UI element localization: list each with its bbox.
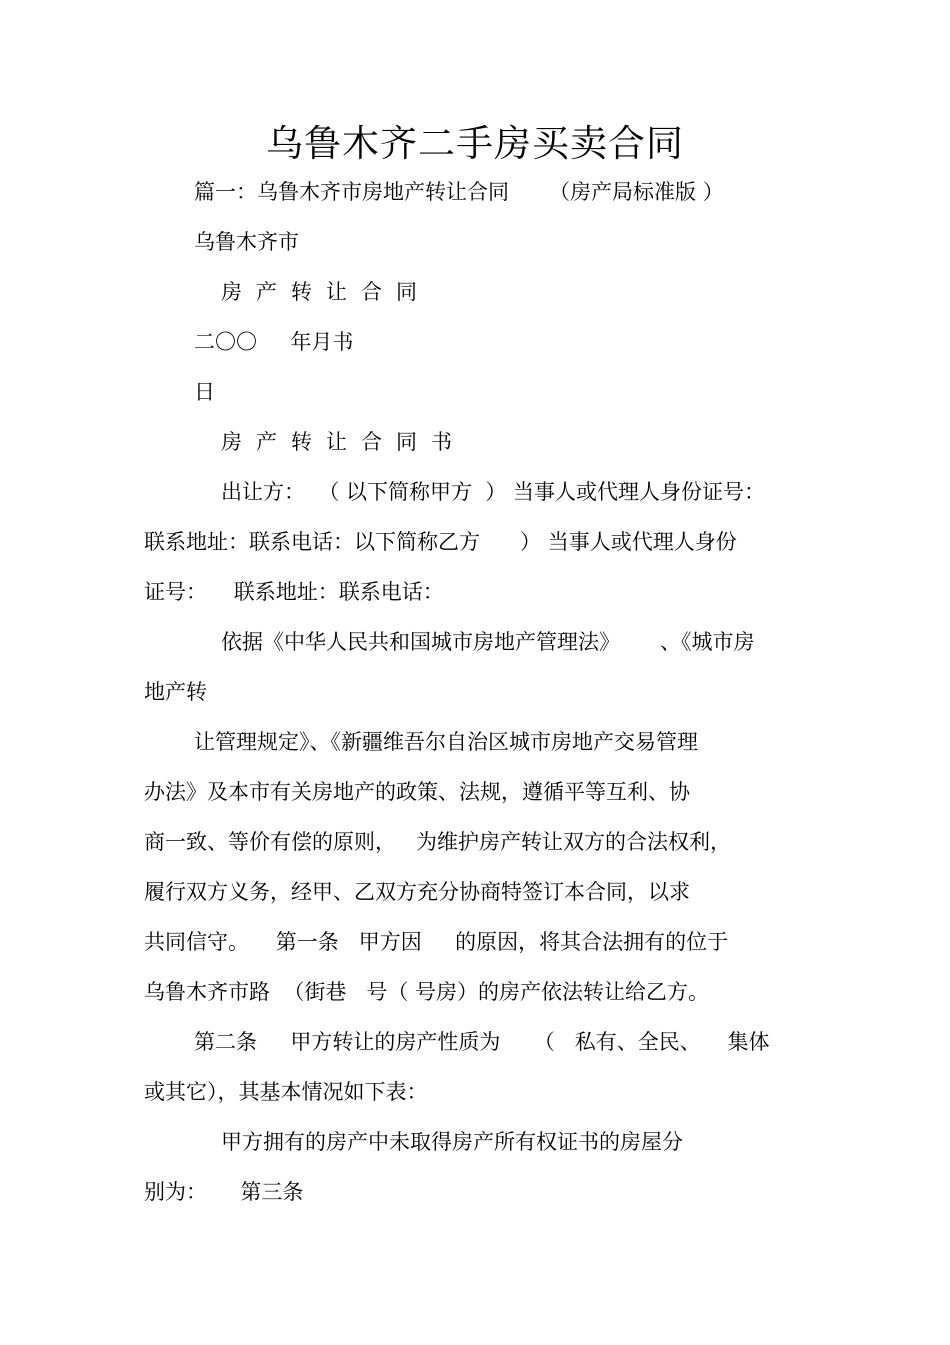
text-line-city: 乌鲁木齐市	[194, 230, 299, 254]
text-line-contract-book-heading: 房产转让合同书	[221, 430, 466, 454]
text-line-obligations: 履行双方义务，经甲、乙双方充分协商特签订本合同，以求	[144, 880, 690, 904]
text-line-uncertified-houses: 甲方拥有的房产中未取得房产所有权证书的房屋分	[221, 1130, 683, 1154]
text-line-contract-heading: 房产转让合同	[221, 280, 431, 304]
text-line-principles: 商一致、等价有偿的原则， 为维护房产转让双方的合法权利，	[144, 830, 732, 854]
text-line-legal-basis: 依据《中华人民共和国城市房地产管理法》 、《城市房	[221, 630, 755, 654]
text-line-property-table-intro: 或其它），其基本情况如下表：	[144, 1080, 428, 1104]
text-line-buyer-contact: 证号： 联系地址：联系电话：	[144, 580, 444, 604]
text-line-day: 日	[194, 380, 215, 404]
document-title: 乌鲁木齐二手房买卖合同	[266, 122, 684, 165]
text-line-legal-basis-cont: 地产转	[144, 680, 207, 704]
text-line-date: 二〇〇 年月书	[194, 330, 354, 354]
text-line-part-one: 篇一：乌鲁木齐市房地产转让合同 （房产局标准版 ）	[194, 180, 724, 204]
text-line-property-location: 乌鲁木齐市路 （街巷 号（ 号房）的房产依法转让给乙方。	[144, 980, 710, 1004]
text-line-article-two: 第二条 甲方转让的房产性质为 （ 私有、全民、 集体	[194, 1030, 770, 1054]
text-line-regulations: 让管理规定》、《新疆维吾尔自治区城市房地产交易管理	[194, 730, 698, 754]
text-line-article-three: 别为： 第三条	[144, 1180, 304, 1204]
text-line-article-one: 共同信守。 第一条 甲方因 的原因，将其合法拥有的位于	[144, 930, 729, 954]
text-line-seller: 出让方： （ 以下简称甲方 ） 当事人或代理人身份证号：	[221, 480, 766, 504]
text-line-policies: 办法》及本市有关房地产的政策、法规，遵循平等互利、协	[144, 780, 690, 804]
text-line-buyer: 联系地址：联系电话：以下简称乙方 ） 当事人或代理人身份	[144, 530, 737, 554]
